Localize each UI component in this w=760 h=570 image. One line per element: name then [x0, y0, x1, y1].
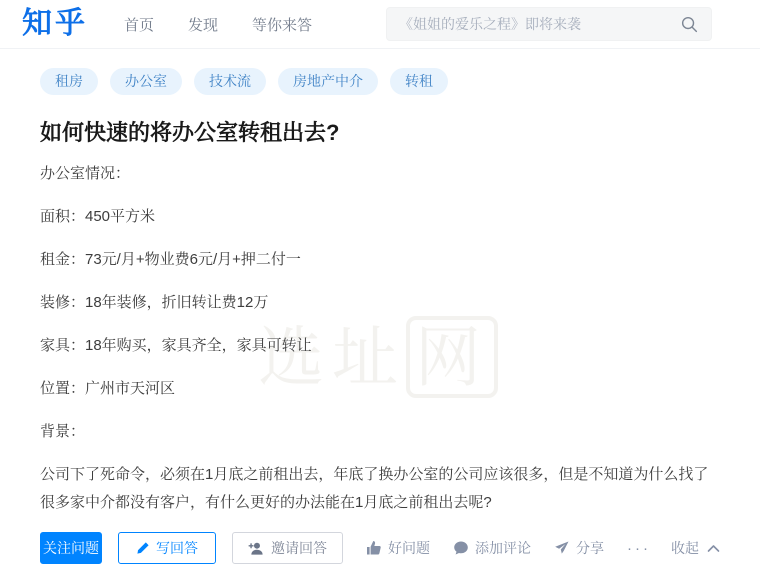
search-icon[interactable]: [680, 15, 699, 34]
site-watermark: 选址 网: [258, 304, 498, 399]
topic-tag-zufang[interactable]: 租房: [40, 68, 98, 95]
share-plane-icon: [554, 540, 570, 556]
chevron-up-icon: [707, 544, 720, 553]
nav-item-home[interactable]: 首页: [124, 16, 155, 34]
detail-line: 装修：18年装修，折旧转让费12万: [40, 294, 269, 311]
share-button[interactable]: 分享: [554, 538, 604, 558]
question-detail: [40, 160, 720, 517]
add-comment-button[interactable]: 添加评论: [453, 538, 531, 558]
invite-person-icon: [248, 541, 265, 556]
top-navbar: [0, 0, 760, 49]
invite-answer-button[interactable]: 邀请回答: [232, 532, 343, 564]
detail-line: 背景：: [40, 423, 86, 440]
question-title: 如何快速的将办公室转租出去?: [40, 120, 340, 145]
topic-tag-zhuanzu[interactable]: 转租: [390, 68, 448, 95]
follow-question-button[interactable]: 关注问题: [40, 532, 102, 564]
nav-item-discover[interactable]: 发现: [188, 16, 219, 34]
thumb-up-icon: [366, 540, 382, 556]
more-options-button[interactable]: ···: [627, 539, 651, 557]
collapse-button[interactable]: 收起: [671, 538, 720, 558]
topic-tag-jishuliu[interactable]: 技术流: [194, 68, 266, 95]
comment-bubble-icon: [453, 540, 469, 556]
question-page: [0, 68, 760, 564]
detail-line: 位置：广州市天河区: [40, 380, 176, 397]
search-input[interactable]: [399, 16, 680, 32]
write-answer-button[interactable]: 写回答: [118, 532, 216, 564]
zhihu-logo[interactable]: 知乎: [22, 7, 88, 40]
detail-line: 家具：18年购买，家具齐全，家具可转让: [40, 337, 312, 354]
main-nav: [124, 14, 346, 35]
question-action-bar: [40, 532, 720, 564]
nav-item-waiting-answer[interactable]: 等你来答: [252, 16, 313, 34]
detail-line: 面积：450平方米: [40, 208, 156, 225]
topic-tag-fangdichanzhongjie[interactable]: 房地产中介: [278, 68, 378, 95]
detail-line: 租金：73元/月+物业费6元/月+押二付一: [40, 251, 301, 268]
good-question-button[interactable]: 好问题: [366, 538, 430, 558]
search-box[interactable]: [386, 7, 712, 41]
pen-icon: [136, 541, 150, 555]
topic-tag-bangongshi[interactable]: 办公室: [110, 68, 182, 95]
topic-tags: [40, 68, 720, 95]
detail-line: 办公室情况：: [40, 165, 131, 182]
detail-paragraph: 公司下了死命令，必须在1月底之前租出去，年底了换办公室的公司应该很多，但是不知道为什么找了很多家中介都没有客户，有什么更好的办法能在1月底之前租出去呢?: [40, 466, 709, 511]
